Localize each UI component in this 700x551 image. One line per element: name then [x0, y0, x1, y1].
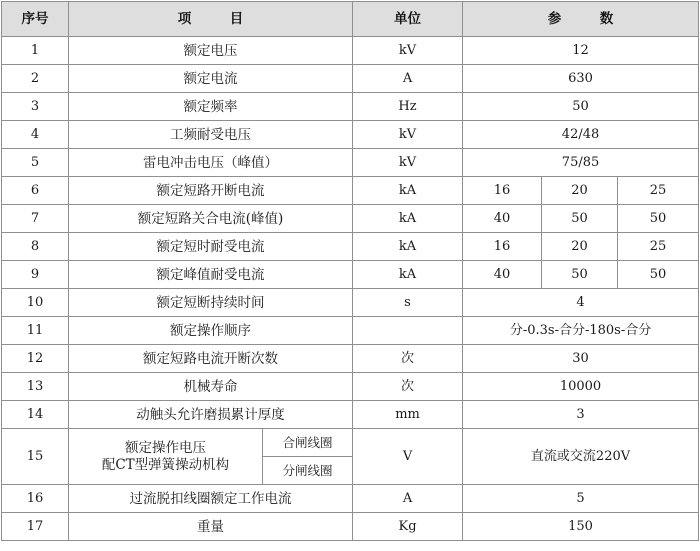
row-unit: V [353, 429, 463, 485]
row-no: 13 [2, 373, 69, 401]
row-item: 机械寿命 [69, 373, 353, 401]
row-value: 42/48 [463, 121, 699, 149]
row-item-line2: 配CT型弹簧操动机构 [101, 456, 230, 473]
row-value: 4 [463, 289, 699, 317]
table-row [2, 513, 699, 541]
row-value-a: 40 [463, 261, 542, 289]
row-no: 9 [2, 261, 69, 289]
row-item [69, 429, 263, 485]
row-unit: kA [353, 205, 463, 233]
row-item: 额定峰值耐受电流 [69, 261, 353, 289]
table-row [2, 37, 699, 65]
table-row [2, 345, 699, 373]
row-unit: kA [353, 177, 463, 205]
table-row [2, 401, 699, 429]
row-no: 17 [2, 513, 69, 541]
row-unit: A [353, 65, 463, 93]
row-unit: 次 [353, 373, 463, 401]
row-no: 1 [2, 37, 69, 65]
row-value: 12 [463, 37, 699, 65]
row-no: 4 [2, 121, 69, 149]
row-no: 12 [2, 345, 69, 373]
row-value: 630 [463, 65, 699, 93]
table-row [2, 261, 699, 289]
header-item: 项 目 [69, 2, 353, 37]
row-unit: kV [353, 149, 463, 177]
row-value-a: 16 [463, 233, 542, 261]
table-row [2, 429, 699, 457]
table-row [2, 289, 699, 317]
row-item: 动触头允许磨损累计厚度 [69, 401, 353, 429]
row-item: 额定短断持续时间 [69, 289, 353, 317]
table-row [2, 149, 699, 177]
row-unit [353, 317, 463, 345]
row-no: 5 [2, 149, 69, 177]
row-no: 8 [2, 233, 69, 261]
row-item: 额定短时耐受电流 [69, 233, 353, 261]
header-param: 参 数 [463, 2, 699, 37]
row-value: 分-0.3s-合分-180s-合分 [463, 317, 699, 345]
row-unit: kV [353, 37, 463, 65]
row-value-b: 20 [542, 233, 618, 261]
row-value-c: 25 [618, 233, 699, 261]
row-item: 额定操作顺序 [69, 317, 353, 345]
row-value: 30 [463, 345, 699, 373]
row-value-b: 50 [542, 205, 618, 233]
row-item: 重量 [69, 513, 353, 541]
table-row [2, 233, 699, 261]
row-unit: A [353, 485, 463, 513]
row-unit: kV [353, 121, 463, 149]
row-value: 50 [463, 93, 699, 121]
row-value: 150 [463, 513, 699, 541]
row-value-c: 25 [618, 177, 699, 205]
row-subitem-close-coil: 合闸线圈 [263, 429, 353, 457]
row-value-c: 50 [618, 261, 699, 289]
row-item: 额定电流 [69, 65, 353, 93]
row-item: 额定短路关合电流(峰值) [69, 205, 353, 233]
row-unit: Hz [353, 93, 463, 121]
row-value: 3 [463, 401, 699, 429]
row-item: 过流脱扣线圈额定工作电流 [69, 485, 353, 513]
row-item: 工频耐受电压 [69, 121, 353, 149]
row-unit: s [353, 289, 463, 317]
row-item-line1: 额定操作电压 [125, 439, 206, 456]
row-item: 额定电压 [69, 37, 353, 65]
row-subitem-open-coil: 分闸线圈 [263, 457, 353, 485]
row-value: 10000 [463, 373, 699, 401]
row-item: 额定频率 [69, 93, 353, 121]
table-row [2, 373, 699, 401]
parameter-table [1, 1, 699, 541]
row-value-b: 20 [542, 177, 618, 205]
table-row [2, 177, 699, 205]
table-row [2, 485, 699, 513]
row-value: 5 [463, 485, 699, 513]
row-item: 额定短路开断电流 [69, 177, 353, 205]
row-no: 14 [2, 401, 69, 429]
row-unit: Kg [353, 513, 463, 541]
row-no: 10 [2, 289, 69, 317]
row-no: 6 [2, 177, 69, 205]
row-unit: 次 [353, 345, 463, 373]
row-no: 15 [2, 429, 69, 485]
row-no: 7 [2, 205, 69, 233]
table-row [2, 317, 699, 345]
row-unit: kA [353, 233, 463, 261]
row-value: 75/85 [463, 149, 699, 177]
row-no: 11 [2, 317, 69, 345]
row-no: 3 [2, 93, 69, 121]
row-unit: mm [353, 401, 463, 429]
row-item: 额定短路电流开断次数 [69, 345, 353, 373]
header-no: 序号 [2, 2, 69, 37]
row-value-b: 50 [542, 261, 618, 289]
header-unit: 单位 [353, 2, 463, 37]
row-value-c: 50 [618, 205, 699, 233]
table-row [2, 93, 699, 121]
row-no: 2 [2, 65, 69, 93]
row-no: 16 [2, 485, 69, 513]
row-item: 雷电冲击电压（峰值） [69, 149, 353, 177]
table-row [2, 121, 699, 149]
table-row [2, 205, 699, 233]
row-unit: kA [353, 261, 463, 289]
row-value: 直流或交流220V [463, 429, 699, 485]
row-value-a: 16 [463, 177, 542, 205]
header-row [2, 2, 699, 37]
table-row [2, 65, 699, 93]
row-value-a: 40 [463, 205, 542, 233]
